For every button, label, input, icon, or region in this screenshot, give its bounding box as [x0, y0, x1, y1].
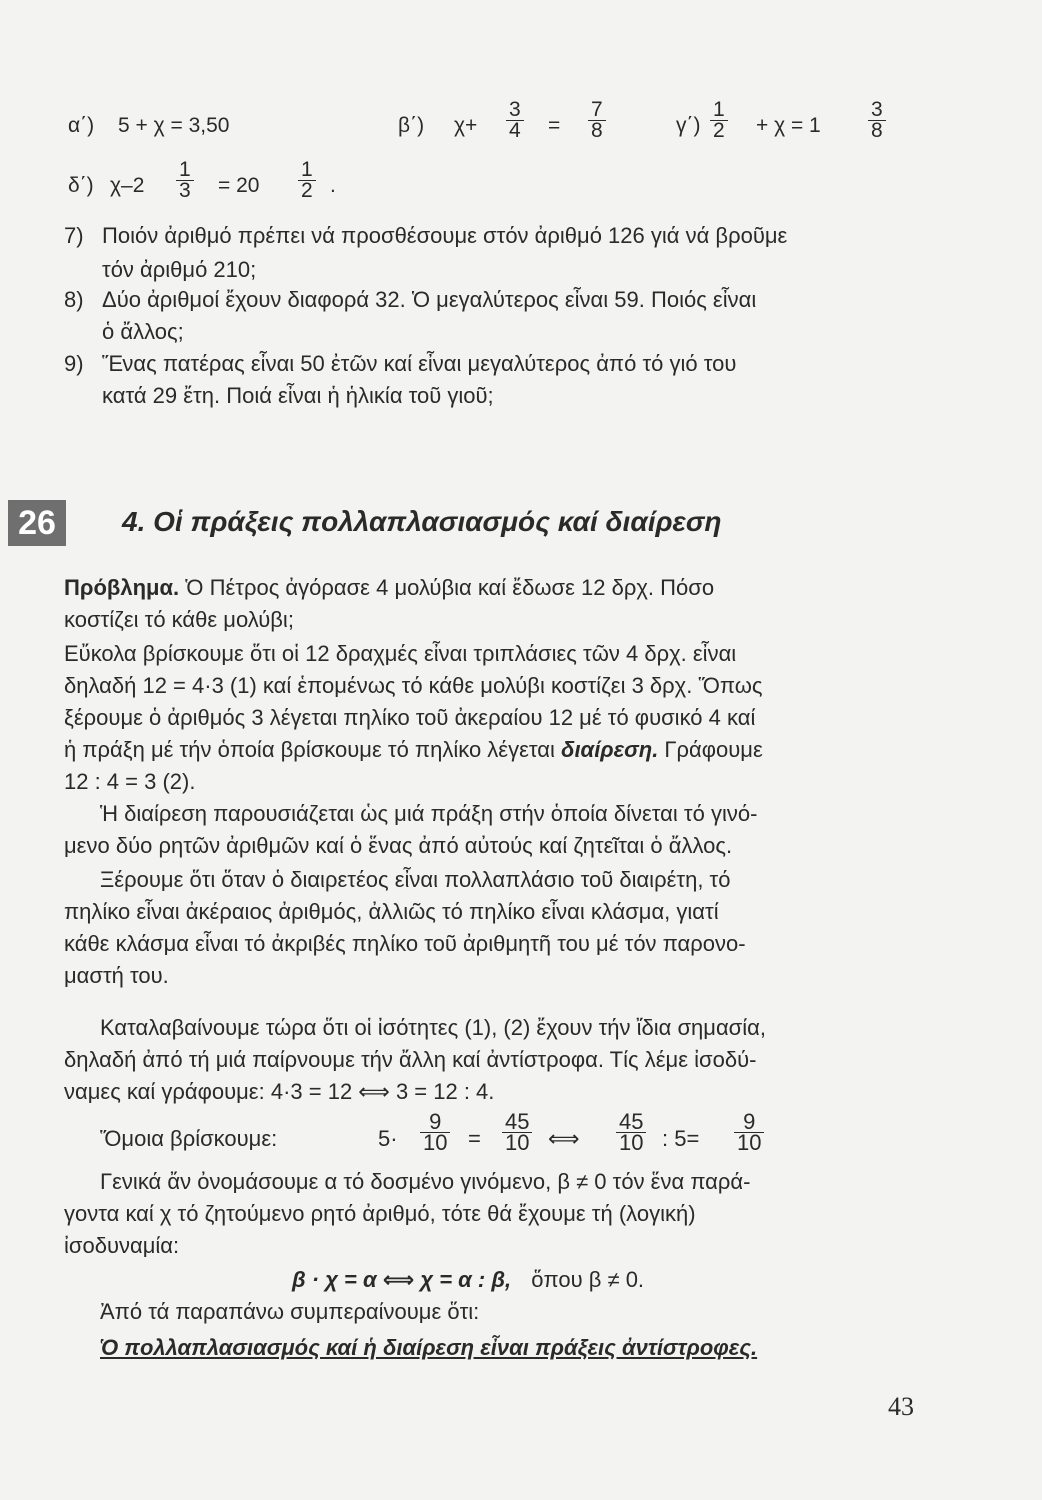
conclusion-statement: Ὁ πολλαπλασιασμός καί ἡ διαίρεση εἶναι πράξεις ἀντίστροφες. — [100, 1335, 758, 1360]
exercise-text: κατά 29 ἔτη. Ποιά εἶναι ἡ ἡλικία τοῦ γιοῦ; — [102, 383, 494, 408]
paragraph-4-line: ναμες καί γράφουμε: 4·3 = 12 ⟺ 3 = 12 : 4. — [64, 1079, 495, 1104]
exercise-text: Δύο ἀριθμοί ἔχουν διαφορά 32. Ὁ μεγαλύτερος εἶναι 59. Ποιός εἶναι — [102, 287, 757, 312]
fraction: $\frac{1}{2}$ — [298, 160, 316, 201]
iff-symbol: ⟺ — [548, 1126, 580, 1151]
problem-line-2: κοστίζει τό κάθε μολύβι; — [64, 607, 294, 632]
paragraph-text: Γράφουμε — [658, 737, 763, 762]
exercise-6d-label: δ΄) — [68, 174, 94, 197]
fraction: $\frac{9}{10}$ — [734, 1112, 764, 1153]
similar-op: : 5= — [662, 1126, 700, 1151]
problem-line-1 — [64, 574, 714, 602]
exercise-number: 9) — [64, 351, 84, 376]
paragraph-1-line: Εὔκολα βρίσκουμε ὅτι οἱ 12 δραχμές εἶναι τριπλάσιες τῶν 4 δρχ. εἶναι — [64, 641, 737, 666]
paragraph-1-line: ξέρουμε ὁ ἀριθμός 3 λέγεται πηλίκο τοῦ ἀκεραίου 12 μέ τό φυσικό 4 καί — [64, 705, 756, 730]
rule-line — [292, 1266, 644, 1294]
paragraph-5-line: γοντα καί χ τό ζητούμενο ρητό ἀριθμό, τότε θά ἔχουμε τή (λογική) — [64, 1201, 696, 1226]
rule-formula: β · χ = α ⟺ χ = α : β, — [292, 1267, 512, 1292]
exercise-6d-end: . — [330, 174, 336, 197]
fraction: $\frac{9}{10}$ — [420, 1112, 450, 1153]
paragraph-4-line: Καταλαβαίνουμε τώρα ὅτι οἱ ἰσότητες (1), (2) ἔχουν τήν ἴδια σημασία, — [100, 1015, 766, 1040]
exercise-text: Ποιόν ἀριθμό πρέπει νά προσθέσουμε στόν ἀριθμό 126 γιά νά βροῦμε — [102, 223, 788, 248]
paragraph-1-line-4 — [64, 736, 763, 764]
paragraph-1-line: 12 : 4 = 3 (2). — [64, 769, 196, 794]
exercise-number: 8) — [64, 287, 84, 312]
paragraph-text: ἡ πράξη μέ τήν ὁποία βρίσκουμε τό πηλίκο λέγεται — [64, 737, 562, 762]
fraction: $\frac{45}{10}$ — [616, 1112, 646, 1153]
exercise-6a-label: α΄) — [68, 114, 95, 137]
exercise-6a-expr: 5 + χ = 3,50 — [118, 114, 230, 137]
page-number: 43 — [888, 1392, 914, 1421]
exercise-text: τόν ἀριθμό 210; — [102, 257, 257, 282]
exercise-text: Ἕνας πατέρας εἶναι 50 ἐτῶν καί εἶναι μεγαλύτερος ἀπό τό γιό του — [102, 351, 737, 376]
similar-label: Ὅμοια βρίσκουμε: — [100, 1126, 278, 1151]
fraction: $\frac{3}{4}$ — [506, 100, 524, 141]
exercise-text: ὁ ἄλλος; — [102, 319, 184, 344]
paragraph-4-line: δηλαδή ἀπό τή μιά παίρνουμε τήν ἄλλη καί ἀντίστροφα. Τίς λέμε ἰσοδύ- — [64, 1047, 757, 1072]
equals-sign: = — [468, 1126, 481, 1151]
paragraph-3-line: κάθε κλάσμα εἶναι τό ἀκριβές πηλίκο τοῦ ἀριθμητῆ του μέ τόν παρονο- — [64, 931, 746, 956]
paragraph-5-line: ἰσοδυναμία: — [64, 1233, 180, 1258]
section-badge: 26 — [8, 500, 66, 546]
exercise-6c-mid: + χ = 1 — [756, 114, 821, 137]
paragraph-2-line: μενο δύο ρητῶν ἀριθμῶν καί ὁ ἕνας ἀπό αὐτούς καί ζητεῖται ὁ ἄλλος. — [64, 833, 733, 858]
paragraph-3-line: μαστή του. — [64, 963, 169, 988]
fraction: $\frac{1}{3}$ — [176, 160, 194, 201]
exercise-6d-mid: = 20 — [218, 174, 260, 197]
similar-pre: 5· — [378, 1126, 398, 1151]
paragraph-1-line: δηλαδή 12 = 4·3 (1) καί ἑπομένως τό κάθε μολύβι κοστίζει 3 δρχ. Ὅπως — [64, 673, 763, 698]
fraction: $\frac{3}{8}$ — [868, 100, 886, 141]
paragraph-5-line: Γενικά ἄν ὀνομάσουμε α τό δοσμένο γινόμενο, β ≠ 0 τόν ἕνα παρά- — [100, 1169, 751, 1194]
problem-text: Ὁ Πέτρος ἀγόρασε 4 μολύβια καί ἔδωσε 12 δρχ. Πόσο — [185, 575, 715, 600]
equals-sign: = — [548, 114, 561, 137]
exercise-6d-lhs: χ–2 — [110, 174, 145, 197]
paragraph-3-line: πηλίκο εἶναι ἀκέραιος ἀριθμός, ἀλλιῶς τό πηλίκο εἶναι κλάσμα, γιατί — [64, 899, 719, 924]
paragraph-3-line: Ξέρουμε ὅτι ὅταν ὁ διαιρετέος εἶναι πολλαπλάσιο τοῦ διαιρέτη, τό — [100, 867, 731, 892]
exercise-number: 7) — [64, 223, 84, 248]
fraction: $\frac{45}{10}$ — [502, 1112, 532, 1153]
fraction: $\frac{1}{2}$ — [710, 100, 728, 141]
section-title: 4. Οἱ πράξεις πολλαπλασιασμός καί διαίρεση — [122, 506, 722, 537]
exercise-6b-label: β΄) — [398, 114, 425, 137]
problem-label: Πρόβλημα. — [64, 575, 180, 600]
exercise-6c-label: γ΄) — [676, 114, 701, 137]
fraction: $\frac{7}{8}$ — [588, 100, 606, 141]
paragraph-2-line: Ἡ διαίρεση παρουσιάζεται ὡς μιά πράξη στήν ὁποία δίνεται τό γινό- — [100, 801, 758, 826]
term-division: διαίρεση. — [561, 737, 659, 762]
exercise-6b-lhs: χ+ — [454, 114, 478, 137]
conclusion-intro: Ἀπό τά παραπάνω συμπεραίνουμε ὅτι: — [100, 1299, 480, 1324]
rule-condition: ὅπου β ≠ 0. — [531, 1267, 645, 1292]
